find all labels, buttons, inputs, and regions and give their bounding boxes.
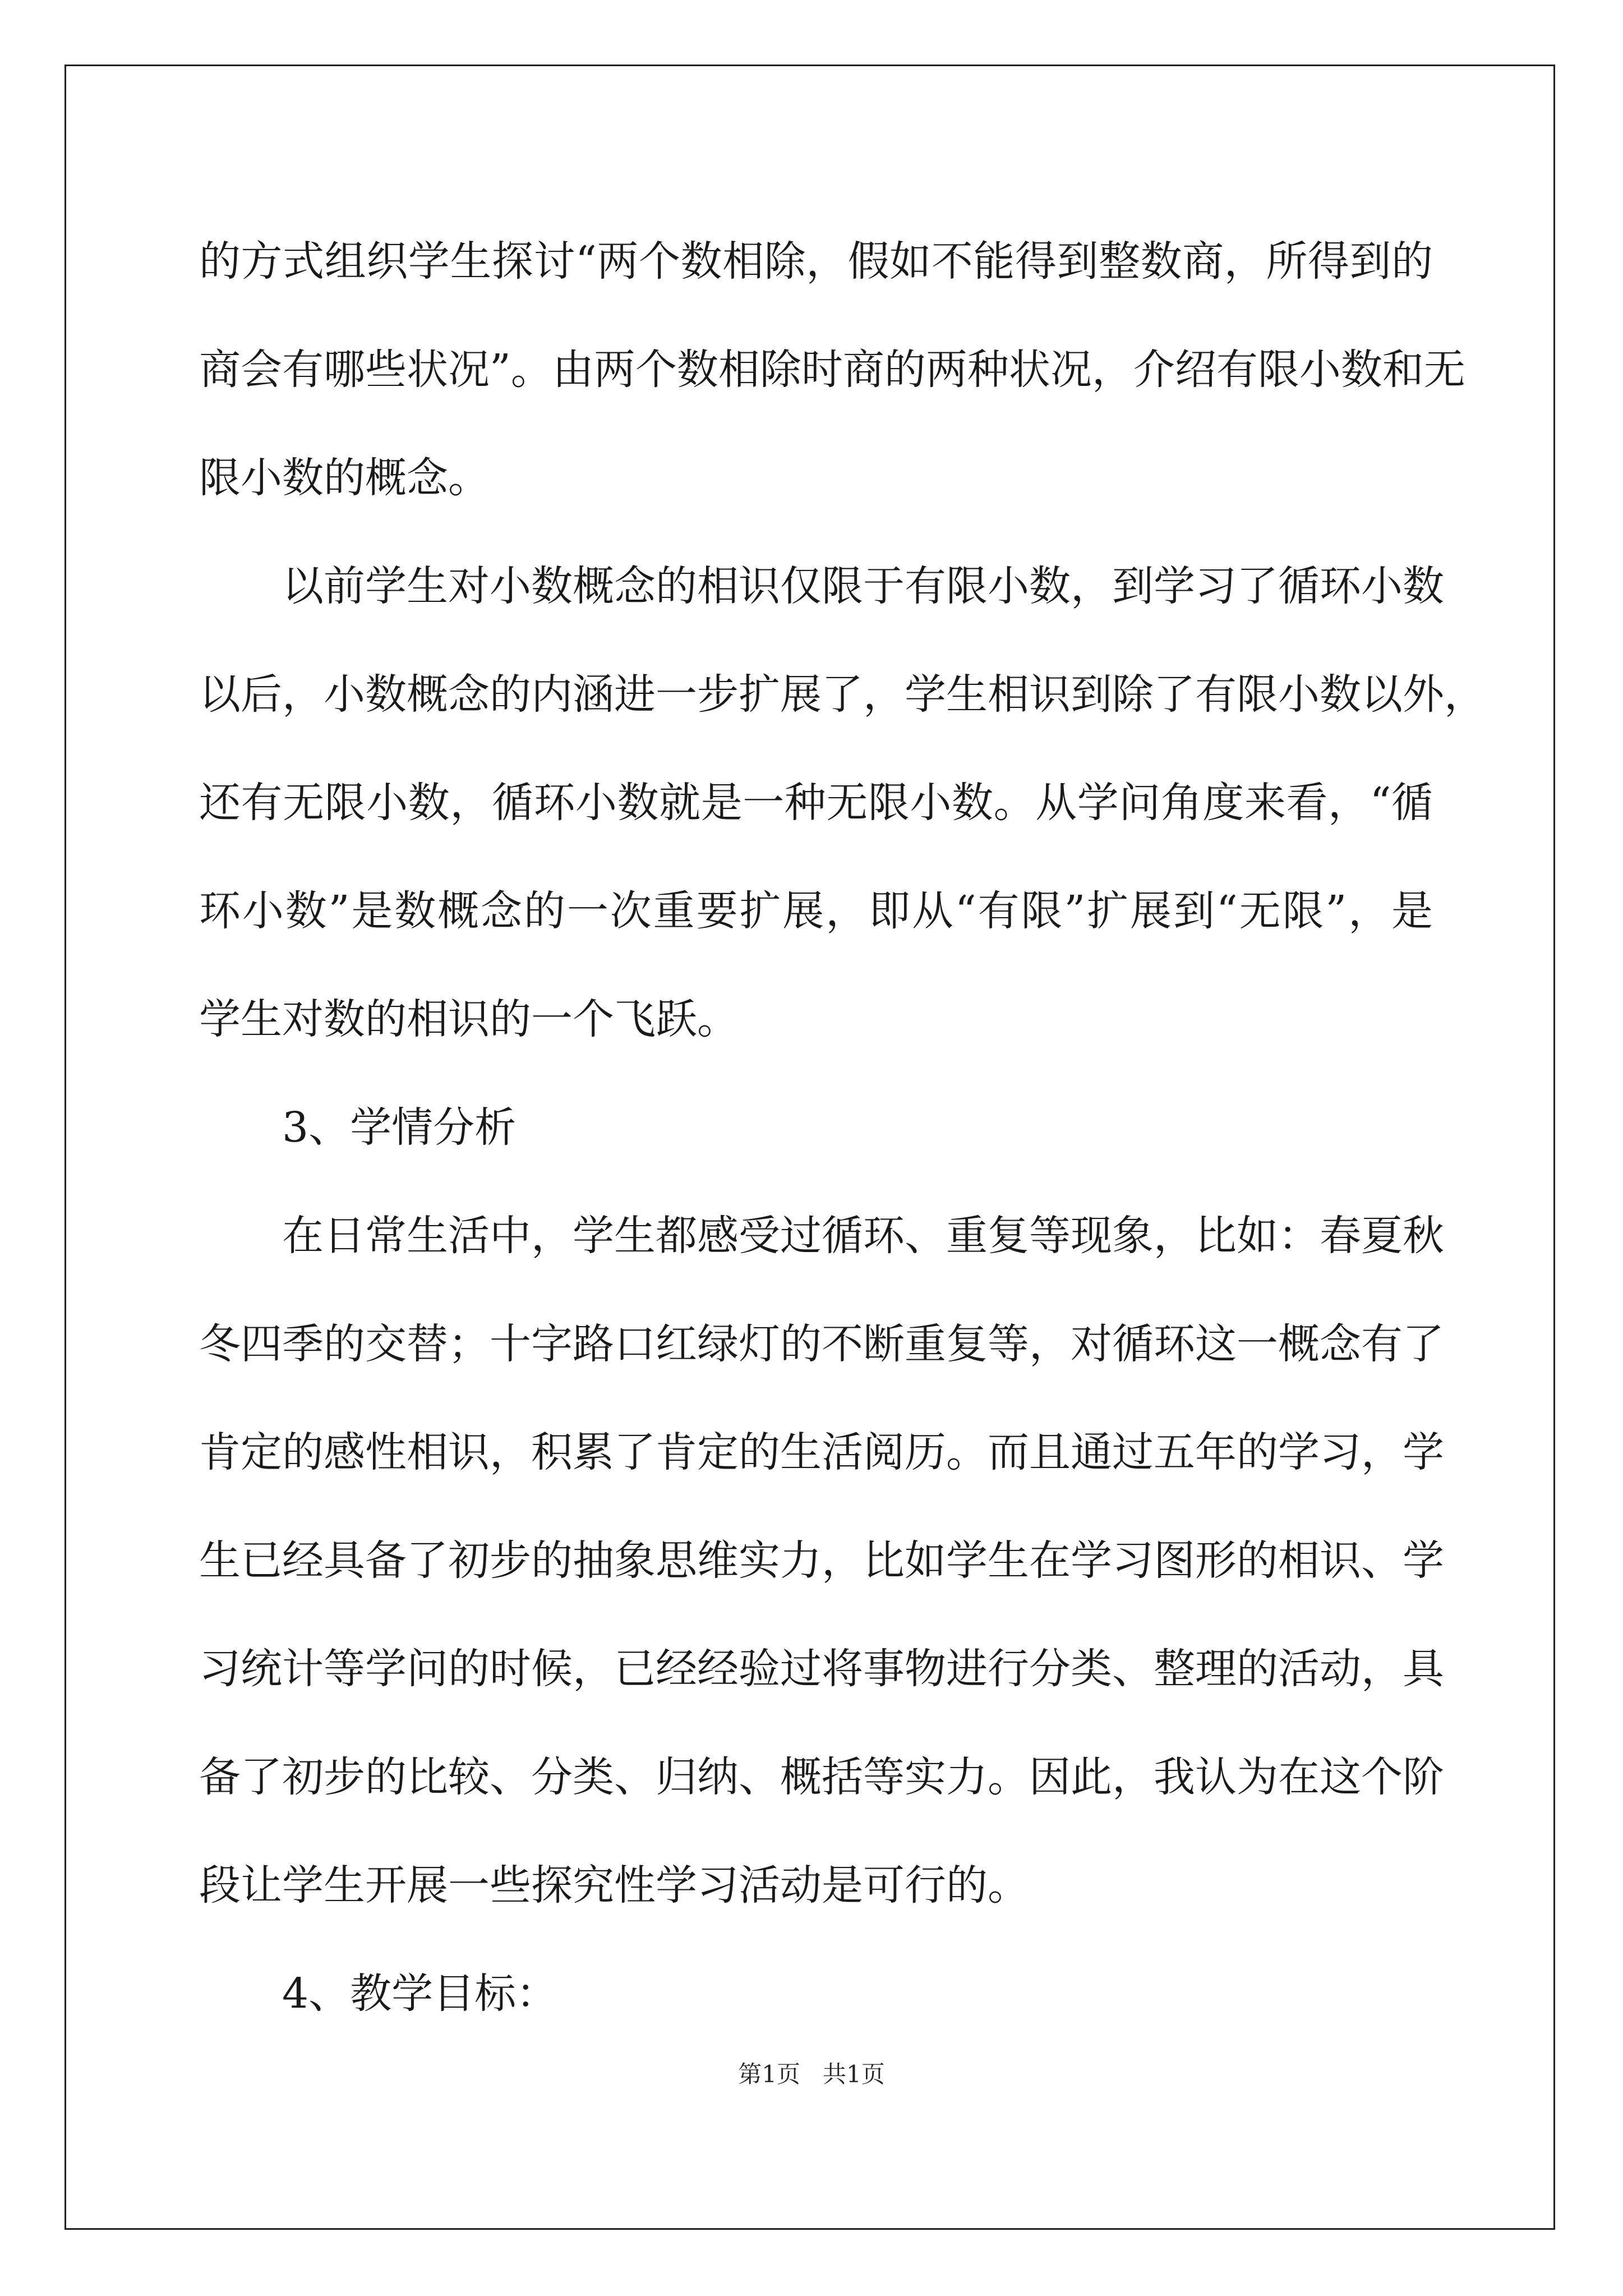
- text-line: 段让学生开展一些探究性学习活动是可行的。: [199, 1861, 1029, 1910]
- text-line: 冬四季的交替；十字路口红绿灯的不断重复等，对循环这一概念有了: [199, 1320, 1444, 1368]
- text-line: 的方式组织学生探讨“两个数相除，假如不能得到整数商，所得到的: [199, 237, 1433, 286]
- text-line: 限小数的概念。: [199, 454, 490, 502]
- text-line: 生已经具备了初步的抽象思维实力，比如学生在学习图形的相识、学: [199, 1536, 1444, 1585]
- text-line: 学生对数的相识的一个飞跃。: [199, 995, 739, 1043]
- text-line: 习统计等学问的时候，已经经验过将事物进行分类、整理的活动，具: [199, 1645, 1444, 1693]
- text-line: 以后，小数概念的内涵进一步扩展了，学生相识到除了有限小数以外，: [199, 670, 1486, 719]
- text-line: 还有无限小数，循环小数就是一种无限小数。从学问角度来看，“循: [199, 779, 1433, 827]
- text-line: 在日常生活中，学生都感受过循环、重复等现象，比如：春夏秋: [282, 1212, 1444, 1260]
- page-footer: [0, 2058, 1623, 2091]
- section-heading: 3、学情分析: [282, 1103, 517, 1152]
- page-total: 共1页: [823, 2060, 885, 2088]
- page-number: 第1页: [738, 2060, 800, 2088]
- document-body: [199, 208, 1486, 2048]
- text-line: 肯定的感性相识，积累了肯定的生活阅历。而且通过五年的学习，学: [199, 1428, 1444, 1476]
- text-line: 商会有哪些状况”。由两个数相除时商的两种状况，介绍有限小数和无: [199, 346, 1465, 394]
- text-line: 以前学生对小数概念的相识仅限于有限小数，到学习了循环小数: [282, 562, 1444, 610]
- section-heading: 4、教学目标：: [282, 1970, 558, 2018]
- text-line: 环小数”是数概念的一次重要扩展，即从“有限”扩展到“无限”，是: [199, 887, 1433, 935]
- text-line: 备了初步的比较、分类、归纳、概括等实力。因此，我认为在这个阶: [199, 1753, 1444, 1801]
